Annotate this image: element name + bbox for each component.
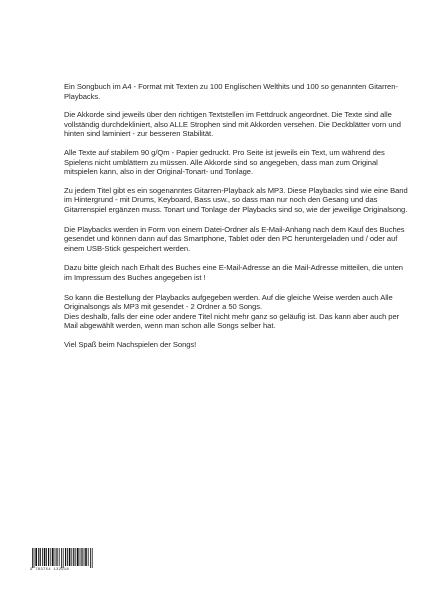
description-text	[64, 82, 412, 349]
isbn-barcode	[30, 548, 98, 574]
paragraph-closing: Viel Spaß beim Nachspielen der Songs!	[64, 339, 197, 349]
paragraph-order: So kann die Bestellung der Playbacks aufgegeben werden. Auf die gleiche Weise werden auch Alle Originalsongs als MP3 mit gesendet - 2 Ordner a 50 Songs. Dies deshalb, falls der eine oder andere Titel nicht mehr ganz so geläufig ist. Das kann aber auch per Mail abgewählt werden, wenn man schon alle Songs selber hat.	[64, 292, 400, 331]
paragraph-intro: Ein Songbuch im A4 - Format mit Texten zu 100 Englischen Welthits und 100 so genannten Gitarren-Playbacks.	[64, 82, 398, 101]
paragraph-chords: Die Akkorde sind jeweils über den richtigen Textstellen im Fettdruck angeordnet. Die Texte sind alle vollständig durchdekliniert, also ALLE Strophen sind mit Akkorden versehen. Die Deckblätter vorn und hinten sind laminiert - zur besseren Stabilität.	[64, 110, 401, 139]
barcode-digits: 9 783754 132618	[30, 568, 70, 572]
barcode-bars	[30, 548, 98, 568]
paragraph-delivery: Die Playbacks werden in Form von einem Datei-Ordner als E-Mail-Anhang nach dem Kauf des Buches gesendet und können dann auf das Smartphone, Tablet oder den PC heruntergeladen und / oder auf einem USB-Stick gespeichert werden.	[64, 224, 405, 253]
paragraph-email: Dazu bitte gleich nach Erhalt des Buches eine E-Mail-Adresse an die Mail-Adresse mitteilen, die unten im Impressum des Buches angegeben ist !	[64, 263, 403, 282]
paragraph-playbacks: Zu jedem Titel gibt es ein sogenanntes Gitarren-Playback als MP3. Diese Playbacks sind wie eine Band im Hintergrund - mit Drums, Keyboard, Bass usw., so dass man nur noch den Gesang und das Gitarrenspiel ergänzen muss. Tonart und Tonlage der Playbacks sind so, wie der jeweilige Originalsong.	[64, 185, 408, 214]
paragraph-paper: Alle Texte auf stabilem 90 g/Qm - Papier gedruckt. Pro Seite ist jeweils ein Text, um während des Spielens nicht umblättern zu müssen. Alle Akkorde sind so angegeben, dass man zum Original mitspielen kann, also in der Original-Tonart- und Tonlage.	[64, 147, 385, 177]
